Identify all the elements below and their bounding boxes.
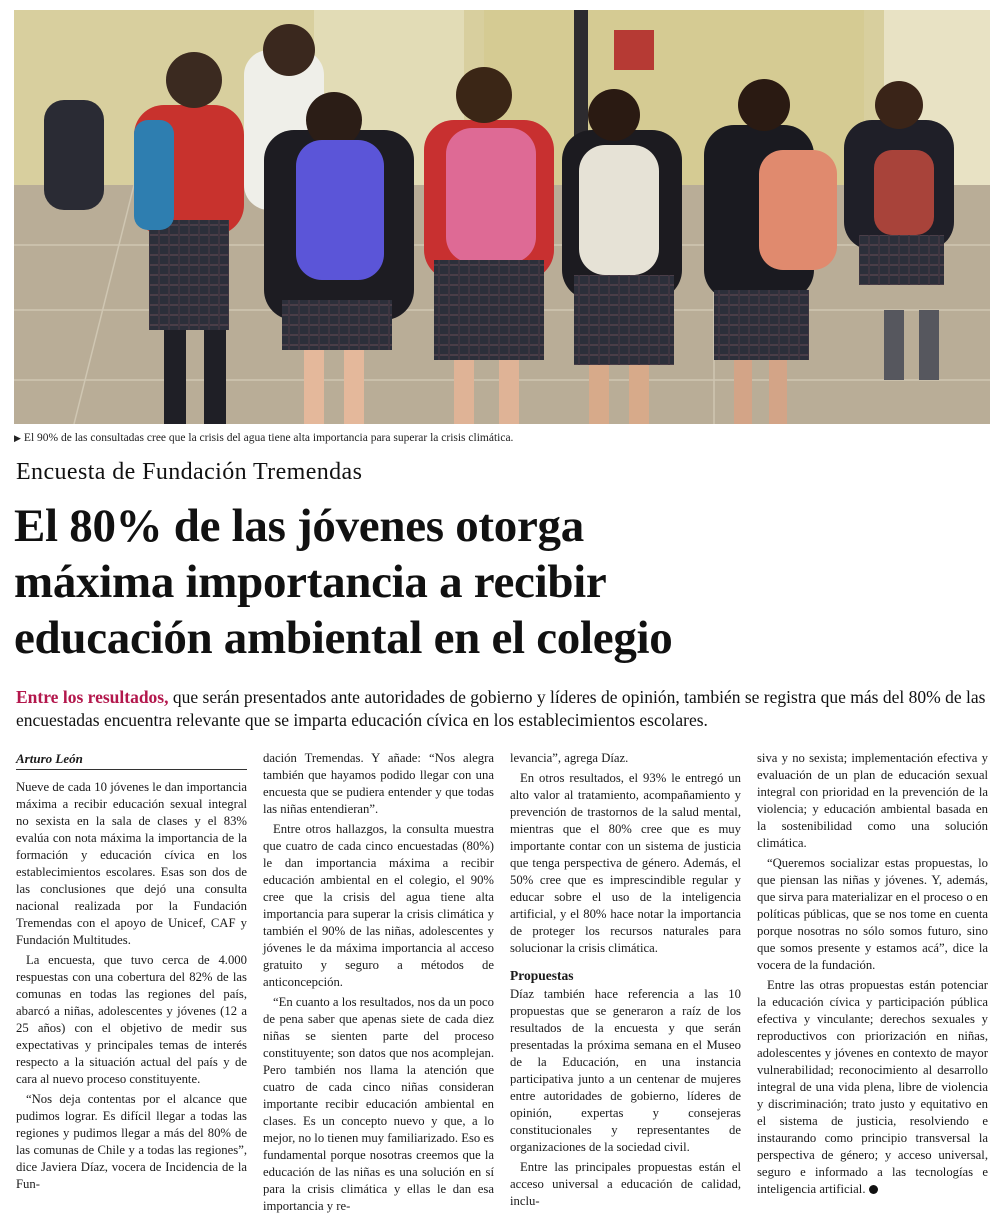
photo-caption: [14, 431, 990, 445]
paragraph: Entre las principales propuestas están el acceso universal a educación de calidad, inclu-: [510, 1160, 741, 1208]
paragraph-text: Entre las otras propuestas están potenciar la educación cívica y participación pública efectiva y vinculante; derechos sexuales y reproductivos con priorización en niñas, adolescentes y jóvenes en contexto de mayor vulnerabilidad; reconocimiento al desarrollo integral de una vida plena, libre de violencia y discriminación; trato justo y equitativo en el sistema de justicia, resolviendo e instaurando como principio transversal la perspectiva de género; y acceso universal, seguro e informado a las tecnologías e inteligencia artificial.: [757, 978, 988, 1196]
paragraph: En otros resultados, el 93% le entregó un alto valor al tratamiento, acompañamiento y prevención de trastornos de la salud mental, mientras que el 80% cree que es muy importante contar con un sistema de justicia que tenga perspectiva de género. Además, el 50% cree que es imprescindible regular y educar sobre el uso de la inteligencia artificial, y el 80% hace notar la importancia de proteger los recursos naturales para solucionar la crisis climática.: [510, 771, 741, 955]
end-mark-icon: [869, 1185, 878, 1194]
paragraph: “Nos deja contentas por el alcance que pudimos lograr. Es difícil llegar a todas las regiones y pudimos llegar a más del 80% de las comunas de Chile y a todas las regiones”, dice Javiera Díaz, vocera de Incidencia de la Fun-: [16, 1092, 247, 1191]
headline-line: El 80% de las jóvenes otorga: [14, 500, 584, 552]
paragraph: Nueve de cada 10 jóvenes le dan importancia máxima a recibir educación sexual integral no sexista en la sala de clases y el 83% evalúa con nota máxima la importancia de la formación y educación cívica en los establecimientos escolares. Esas son dos de las conclusiones que dejó una consulta nacional realizada por la Fundación Tremendas con el apoyo de Unicef, CAF y Fundación Multitudes.: [16, 780, 247, 947]
body-column-1: [16, 750, 247, 1196]
paragraph: Díaz también hace referencia a las 10 propuestas que se generaron a raíz de los resultados de la encuesta y que serán presentadas la próxima semana en el Museo de la Educación, en una instancia participativa junto a un centenar de mujeres entre autoridades de gobierno, líderes de opinión, expertas y consejeras constitucionales y representantes de organizaciones de la sociedad civil.: [510, 987, 741, 1154]
paragraph: levancia”, agrega Díaz.: [510, 751, 629, 765]
caption-marker-icon: ▶: [14, 433, 21, 443]
paragraph: “En cuanto a los resultados, nos da un poco de pena saber que apenas siete de cada diez niñas se sienten parte del proceso constituyente; son datos que nos acomplejan. Pero también nos llama la atención que cuatro de cada cinco niñas consideran importante recibir educación ambiental en clases. Es un concepto nuevo y que, a lo mejor, no lo tienen muy familiarizado. Eso es fundamental porque nosotras creemos que la educación de las niñas es una solución en sí para la crisis climática y ellas le dan esa importancia y re-: [263, 995, 494, 1213]
paragraph-final: [757, 977, 988, 1198]
article-lead: [16, 686, 988, 732]
headline-line: educación ambiental en el colegio: [14, 612, 673, 664]
body-column-3: [510, 750, 741, 1213]
caption-text: El 90% de las consultadas cree que la crisis del agua tiene alta importancia para superar la crisis climática.: [23, 432, 514, 444]
paragraph: Entre otros hallazgos, la consulta muestra que cuatro de cada cinco encuestadas (80%) le dan importancia máxima a recibir educación ambiental en el colegio, el 90% cree que la crisis del agua tiene alta importancia para superar la crisis climática y también el 90% de las niñas, adolescentes y jóvenes le da máxima importancia al acceso gratuito y seguro a métodos de anticoncepción.: [263, 822, 494, 989]
schoolgirls-photo: [14, 10, 990, 424]
article-kicker: Encuesta de Fundación Tremendas: [16, 459, 363, 485]
article-headline: [14, 498, 994, 666]
lead-text: que serán presentados ante autoridades de gobierno y líderes de opinión, también se registra que más del 80% de las encuestadas encuentra relevante que se imparta educación cívica en los establecimientos escolares.: [16, 687, 986, 730]
headline-line: máxima importancia a recibir: [14, 556, 607, 608]
paragraph: La encuesta, que tuvo cerca de 4.000 respuestas con una cobertura del 82% de las comunas en todas las regiones del país, abarcó a niñas, adolescentes y jóvenes (12 a 25 años) con el objetivo de medir sus expectativas y principales temas de interés respecto a la situación actual del país y de cara al nuevo proceso constituyente.: [16, 953, 247, 1086]
paragraph: “Queremos socializar estas propuestas, lo que piensan las niñas y jóvenes. Y, además, que sirva para materializar en el proceso o en políticas públicas, que se nos tome en cuenta porque nosotras no sólo somos futuro, sino que somos presente y estamos acá”, dice la vocera de la fundación.: [757, 856, 988, 972]
byline: Arturo León: [16, 750, 247, 770]
body-column-4: [757, 750, 988, 1201]
article-photo: [14, 10, 990, 424]
body-column-2: [263, 750, 494, 1218]
article-body: [16, 750, 990, 1213]
paragraph: siva y no sexista; implementación efectiva y evaluación de un plan de educación sexual integral con prioridad en la prevención de la violencia; y educación ambiental basada en la sostenibilidad como una solución climática.: [757, 751, 988, 850]
lead-highlight: Entre los resultados,: [16, 687, 169, 707]
section-subhead: Propuestas: [510, 968, 574, 983]
paragraph: dación Tremendas. Y añade: “Nos alegra también que hayamos podido llegar con una encuesta que se pudiera entender y que todas las niñas entendieran”.: [263, 751, 494, 816]
